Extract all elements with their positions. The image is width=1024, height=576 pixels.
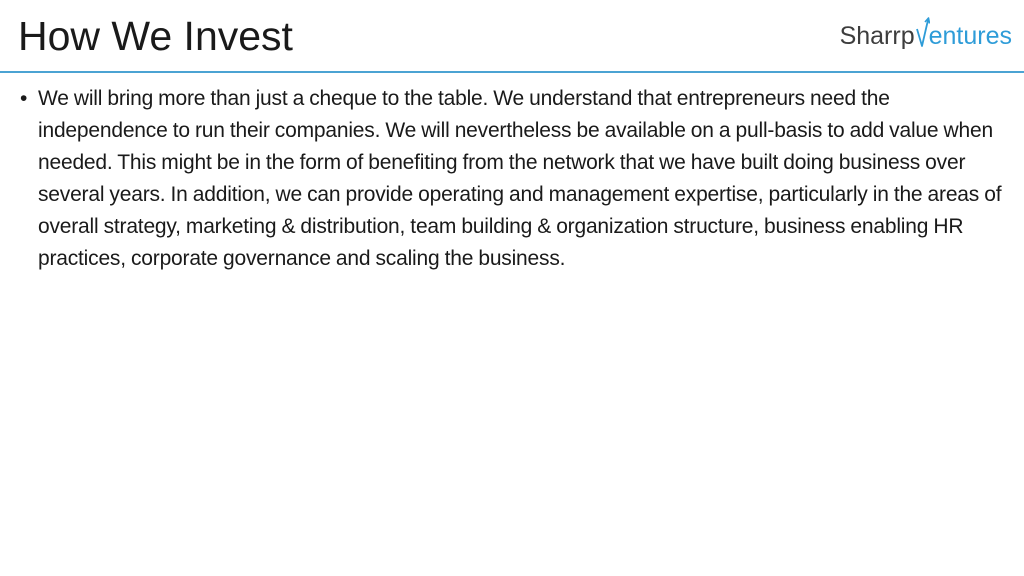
- logo-text-right: entures: [928, 21, 1012, 50]
- slide-title: How We Invest: [18, 13, 293, 59]
- title-divider: [0, 71, 1024, 73]
- logo-text-left: Sharrp: [839, 21, 915, 50]
- bullet-text: We will bring more than just a cheque to the table. We understand that entrepreneurs need the independence to run their companies. We will nevertheless be available on a pull-basis to add value when needed. This might be in the form of benefiting from the network that we have built doing business over several years. In addition, we can provide operating and management expertise, particularly in the areas of overall strategy, marketing & distribution, team building & organization structure, business enabling HR practices, corporate governance and scaling the business.: [38, 87, 1002, 270]
- v-arrow-icon: [916, 17, 930, 47]
- company-logo: [840, 14, 1012, 58]
- bullet-item: [20, 83, 1012, 275]
- bullet-list: [20, 83, 1012, 275]
- bullet-marker: •: [20, 87, 28, 110]
